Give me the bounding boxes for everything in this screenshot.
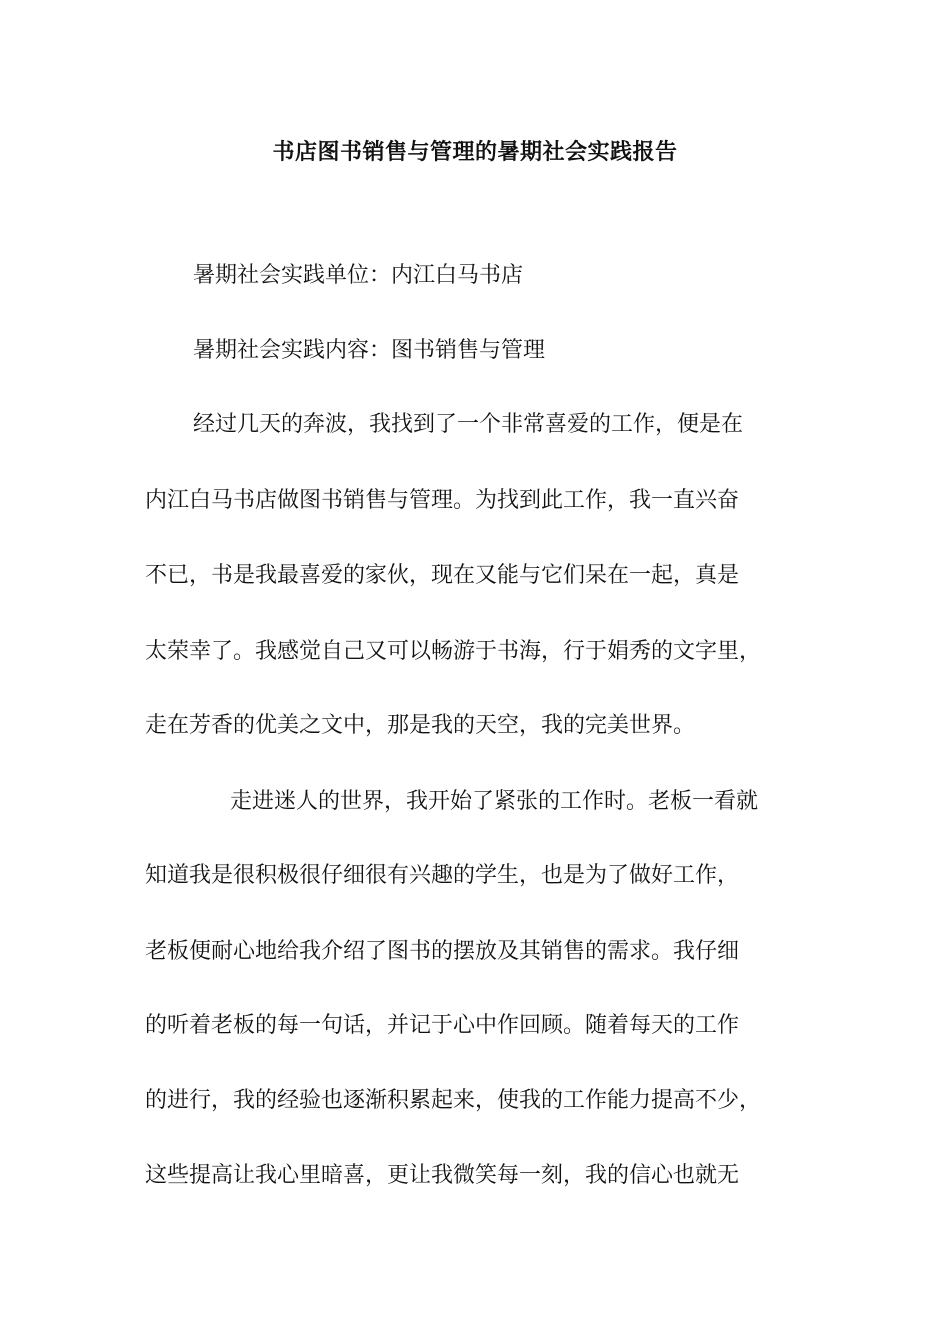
document-title: 书店图书销售与管理的暑期社会实践报告 — [272, 139, 678, 165]
paragraph-2-line-3: 老板便耐心地给我介绍了图书的摆放及其销售的需求。我仔细 — [145, 939, 740, 964]
paragraph-2-line-4: 的听着老板的每一句话，并记于心中作回顾。随着每天的工作 — [145, 1013, 740, 1038]
practice-unit-line: 暑期社会实践单位：内江白马书店 — [193, 263, 524, 288]
paragraph-2-line-1: 走进迷人的世界，我开始了紧张的工作时。老板一看就 — [230, 789, 759, 814]
practice-content-line: 暑期社会实践内容：图书销售与管理 — [193, 338, 546, 363]
paragraph-2-line-6: 这些提高让我心里暗喜，更让我微笑每一刻，我的信心也就无 — [145, 1163, 740, 1188]
paragraph-2-line-2: 知道我是很积极很仔细很有兴趣的学生，也是为了做好工作， — [145, 863, 740, 888]
paragraph-1-line-2: 内江白马书店做图书销售与管理。为找到此工作，我一直兴奋 — [145, 488, 740, 513]
paragraph-1-line-3: 不已，书是我最喜爱的家伙，现在又能与它们呆在一起，真是 — [145, 563, 740, 588]
paragraph-1-line-4: 太荣幸了。我感觉自己又可以畅游于书海，行于娟秀的文字里， — [145, 639, 762, 664]
paragraph-2-line-5: 的进行，我的经验也逐渐积累起来，使我的工作能力提高不少， — [145, 1088, 762, 1113]
paragraph-1-line-1: 经过几天的奔波，我找到了一个非常喜爱的工作，便是在 — [193, 412, 744, 437]
paragraph-1-line-5: 走在芳香的优美之文中，那是我的天空，我的完美世界。 — [145, 713, 696, 738]
